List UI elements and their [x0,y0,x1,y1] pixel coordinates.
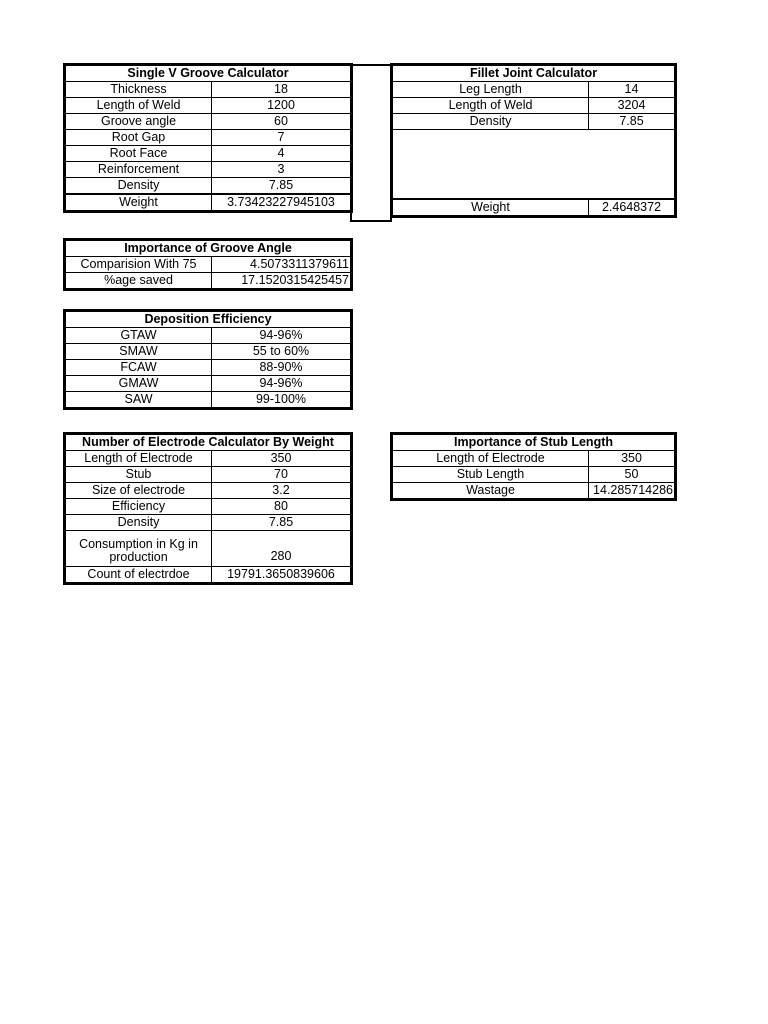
cell-label[interactable]: Density [393,114,589,130]
cell-value[interactable]: 3.73423227945103 [212,194,351,211]
stub-length-table [392,434,675,499]
cell-label[interactable]: Stub [66,467,212,483]
table-title: Deposition Efficiency [66,312,351,328]
cell-label[interactable]: Wastage [393,483,589,499]
cell-value[interactable]: 60 [212,114,351,130]
cell-value[interactable]: 50 [589,467,675,483]
cell-value[interactable]: 17.1520315425457 [212,273,351,289]
fillet-joint-table [392,65,675,216]
cell-value[interactable]: 94-96% [212,328,351,344]
cell-label[interactable]: Thickness [66,82,212,98]
cell-value[interactable]: 7.85 [212,515,351,531]
cell-label[interactable]: Leg Length [393,82,589,98]
cell-label[interactable]: Weight [66,194,212,211]
cell-value[interactable]: 4.5073311379611 [212,257,351,273]
cell-label[interactable]: GMAW [66,376,212,392]
consumption-label-line2: production [109,550,168,564]
table-title: Single V Groove Calculator [66,66,351,82]
cell-label[interactable]: Length of Weld [66,98,212,114]
cell-value[interactable]: 7 [212,130,351,146]
cell-label[interactable]: Stub Length [393,467,589,483]
cell-label[interactable]: Groove angle [66,114,212,130]
cell-label[interactable]: Root Gap [66,130,212,146]
cell-value[interactable]: 19791.3650839606 [212,567,351,583]
cell-value[interactable]: 7.85 [212,178,351,195]
electrode-calculator-table [65,434,351,583]
cell-label[interactable]: GTAW [66,328,212,344]
cell-value[interactable]: 14.285714286 [589,483,675,499]
cell-label[interactable]: FCAW [66,360,212,376]
groove-angle-table [65,240,351,289]
cell-label[interactable]: Density [66,515,212,531]
single-v-groove-table [65,65,351,211]
cell-value[interactable]: 99-100% [212,392,351,408]
table-title: Number of Electrode Calculator By Weight [66,435,351,451]
cell-label[interactable]: Size of electrode [66,483,212,499]
cell-label[interactable]: Comparision With 75 [66,257,212,273]
cell-value[interactable]: 7.85 [589,114,675,130]
cell-value[interactable]: 70 [212,467,351,483]
separator-column [350,64,392,222]
cell-value[interactable]: 14 [589,82,675,98]
table-title: Importance of Stub Length [393,435,675,451]
empty-block [393,130,675,199]
cell-value[interactable]: 3204 [589,98,675,114]
cell-label[interactable]: Length of Electrode [66,451,212,467]
cell-value[interactable]: 1200 [212,98,351,114]
cell-label[interactable]: SMAW [66,344,212,360]
cell-value[interactable]: 4 [212,146,351,162]
cell-label[interactable]: Count of electrdoe [66,567,212,583]
cell-value[interactable]: 280 [212,531,351,567]
cell-value[interactable]: 94-96% [212,376,351,392]
cell-value[interactable]: 2.4648372 [589,199,675,216]
cell-value[interactable]: 350 [212,451,351,467]
cell-label[interactable]: SAW [66,392,212,408]
cell-label[interactable]: Efficiency [66,499,212,515]
cell-label[interactable]: Reinforcement [66,162,212,178]
cell-label[interactable]: Weight [393,199,589,216]
deposition-efficiency-table [65,311,351,408]
cell-value[interactable]: 55 to 60% [212,344,351,360]
table-title: Importance of Groove Angle [66,241,351,257]
cell-value[interactable]: 18 [212,82,351,98]
table-title: Fillet Joint Calculator [393,66,675,82]
cell-label[interactable]: Density [66,178,212,195]
consumption-label[interactable] [66,531,212,567]
cell-label[interactable]: Length of Weld [393,98,589,114]
cell-value[interactable]: 3.2 [212,483,351,499]
cell-label[interactable]: Length of Electrode [393,451,589,467]
cell-value[interactable]: 350 [589,451,675,467]
cell-label[interactable]: Root Face [66,146,212,162]
cell-value[interactable]: 3 [212,162,351,178]
cell-value[interactable]: 88-90% [212,360,351,376]
cell-value[interactable]: 80 [212,499,351,515]
cell-label[interactable]: %age saved [66,273,212,289]
consumption-label-line1: Consumption in Kg in [79,537,198,551]
